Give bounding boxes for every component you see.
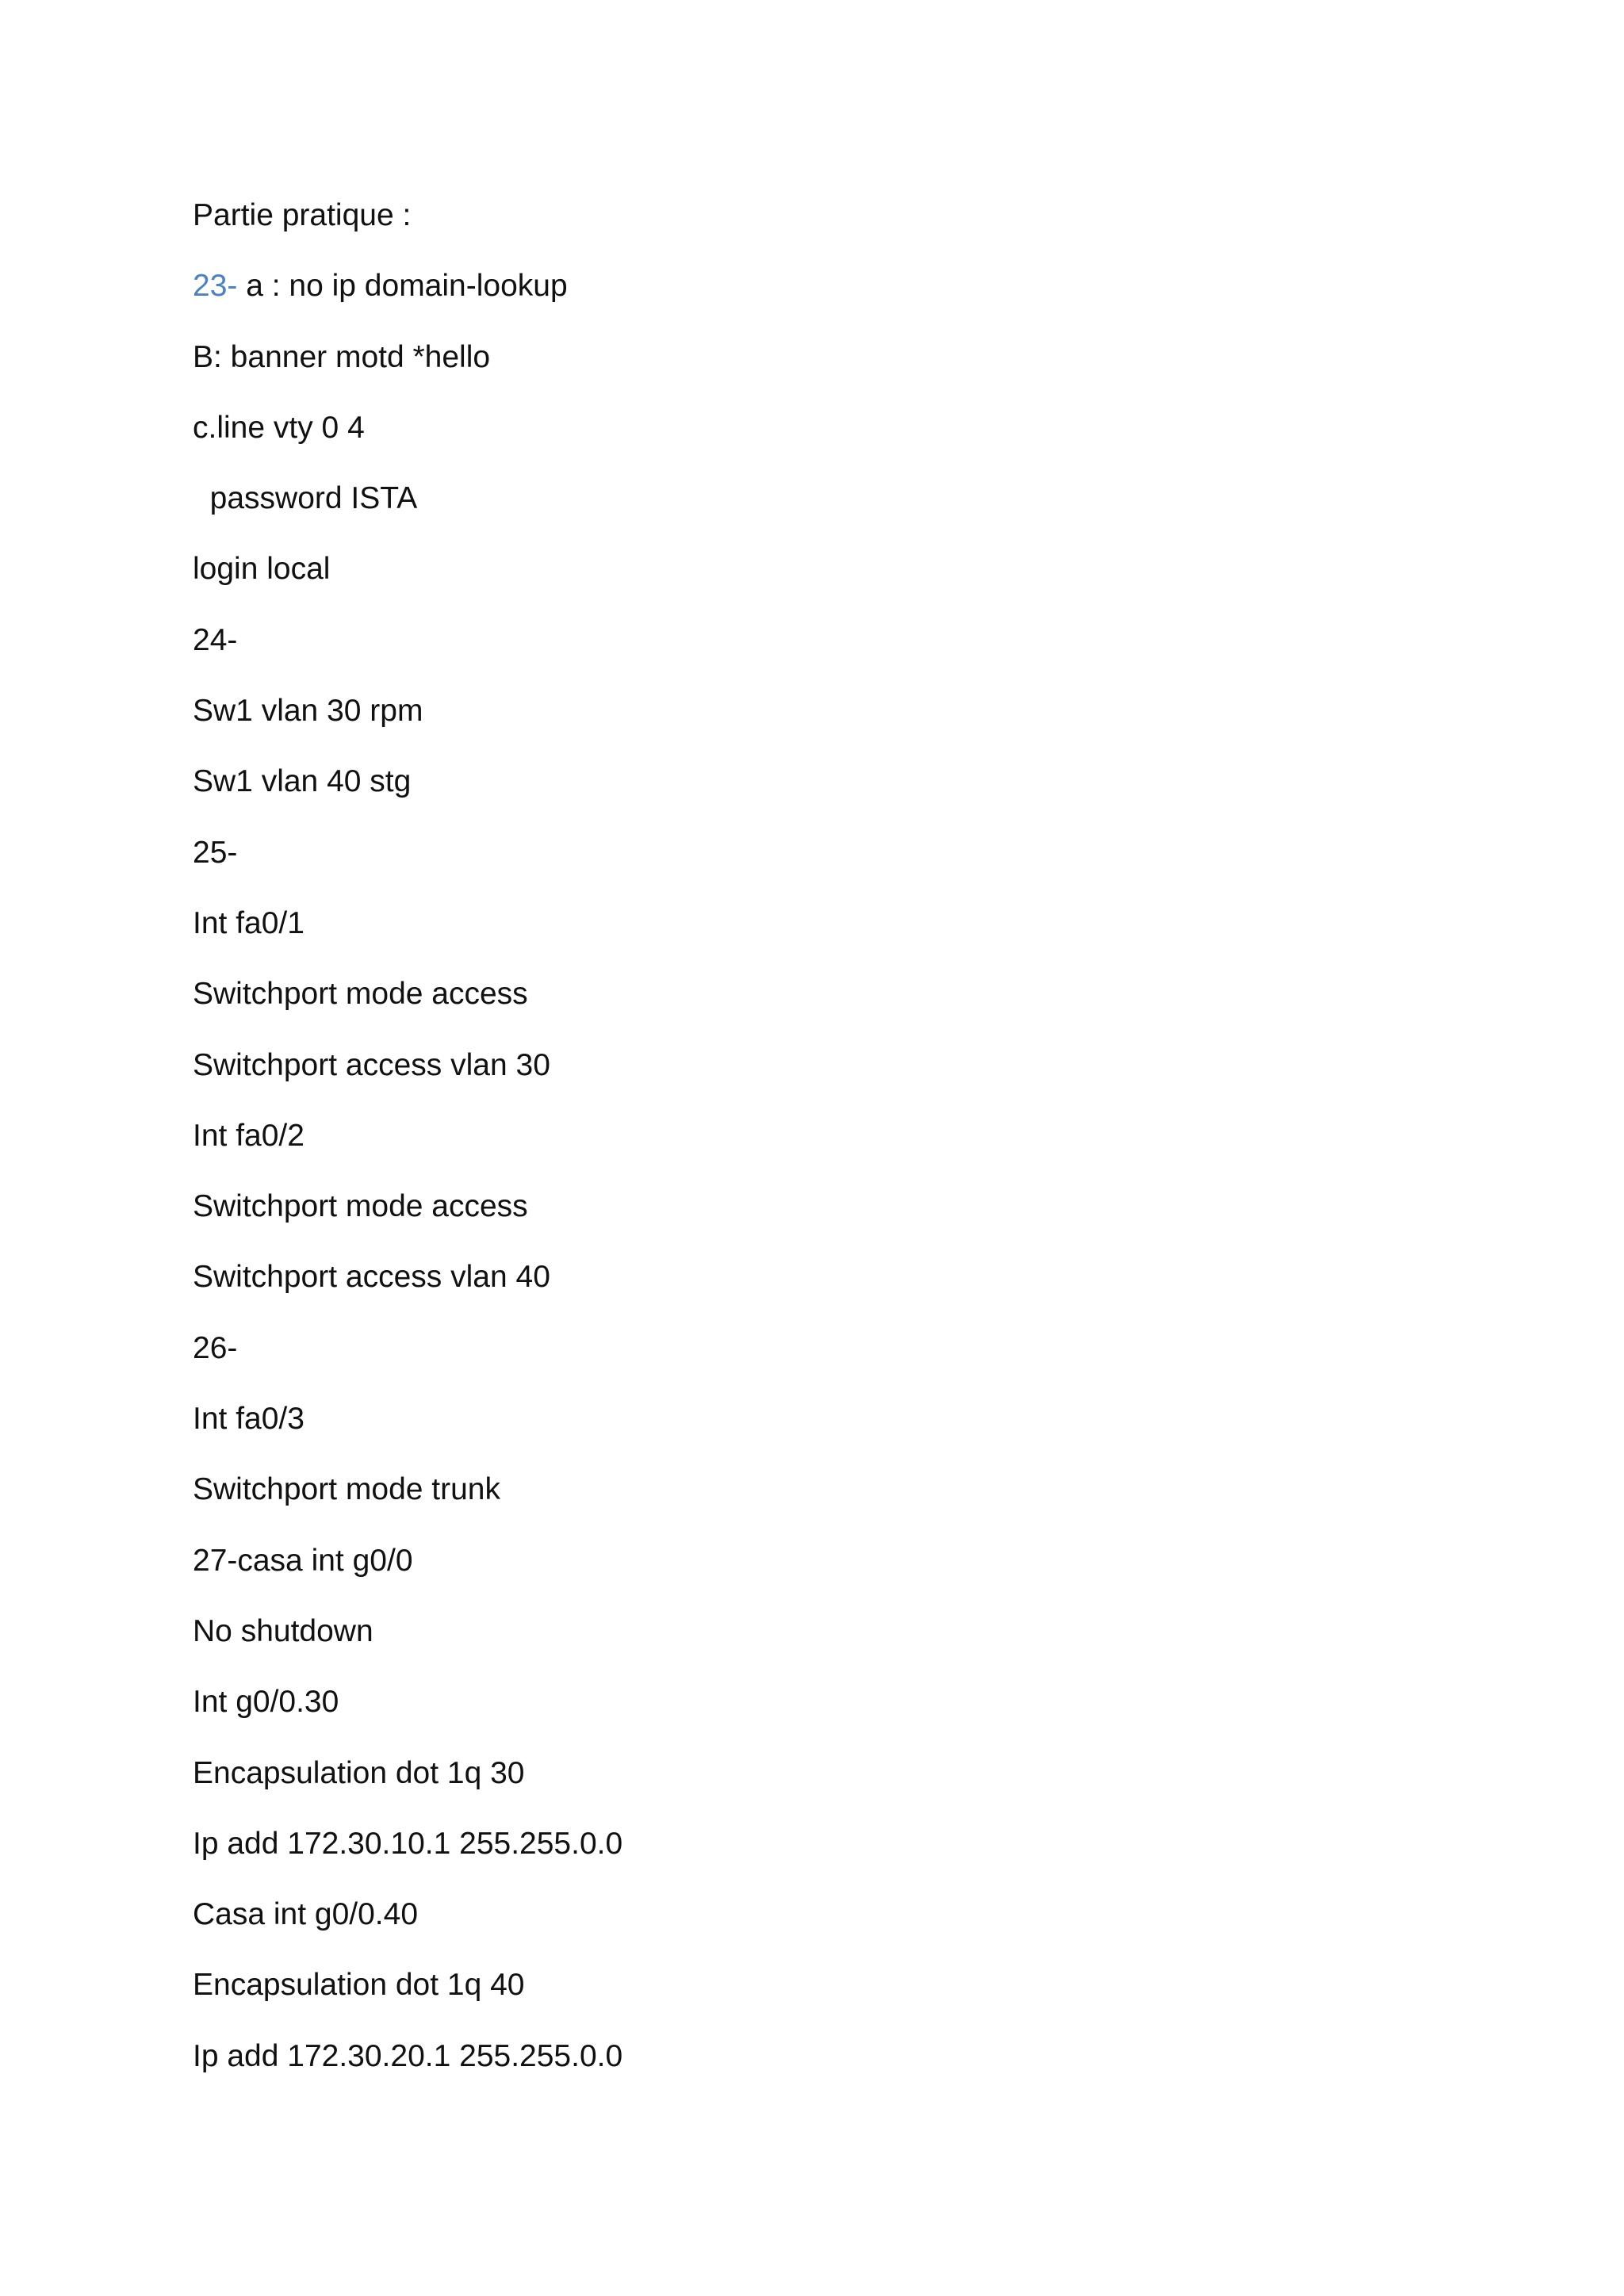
text-line: No shutdown: [193, 1613, 373, 1648]
text-line: Int fa0/2: [193, 1118, 304, 1153]
item-text-23: a : no ip domain-lookup: [237, 269, 568, 304]
text-line: Ip add 172.30.10.1 255.255.0.0: [193, 1826, 623, 1861]
text-line: 26-: [193, 1330, 238, 1365]
text-line: 27-casa int g0/0: [193, 1543, 413, 1578]
text-line: B: banner motd *hello: [193, 339, 491, 374]
text-line: Sw1 vlan 40 stg: [193, 764, 412, 799]
text-line: Switchport mode access: [193, 1189, 528, 1224]
text-line: Switchport access vlan 30: [193, 1047, 550, 1082]
text-line: Sw1 vlan 30 rpm: [193, 694, 423, 729]
text-line-23: [193, 259, 1430, 330]
text-line: login local: [193, 552, 331, 587]
document-body: [193, 189, 1430, 2100]
text-line: Switchport mode trunk: [193, 1472, 501, 1507]
section-heading: Partie pratique :: [193, 198, 412, 232]
item-number-23: 23-: [193, 269, 238, 304]
text-line: 24-: [193, 622, 238, 657]
text-line: Ip add 172.30.20.1 255.255.0.0: [193, 2038, 623, 2073]
text-line: password ISTA: [193, 481, 418, 516]
text-line: Encapsulation dot 1q 40: [193, 1968, 525, 2003]
text-line: Int fa0/1: [193, 905, 304, 940]
text-line: c.line vty 0 4: [193, 410, 365, 445]
text-line: Int g0/0.30: [193, 1685, 339, 1720]
text-line: Switchport mode access: [193, 977, 528, 1012]
text-line: Switchport access vlan 40: [193, 1260, 550, 1295]
text-line: Int fa0/3: [193, 1402, 304, 1437]
text-line: Casa int g0/0.40: [193, 1897, 419, 1932]
text-line: 25-: [193, 835, 238, 870]
text-line: Encapsulation dot 1q 30: [193, 1755, 525, 1790]
